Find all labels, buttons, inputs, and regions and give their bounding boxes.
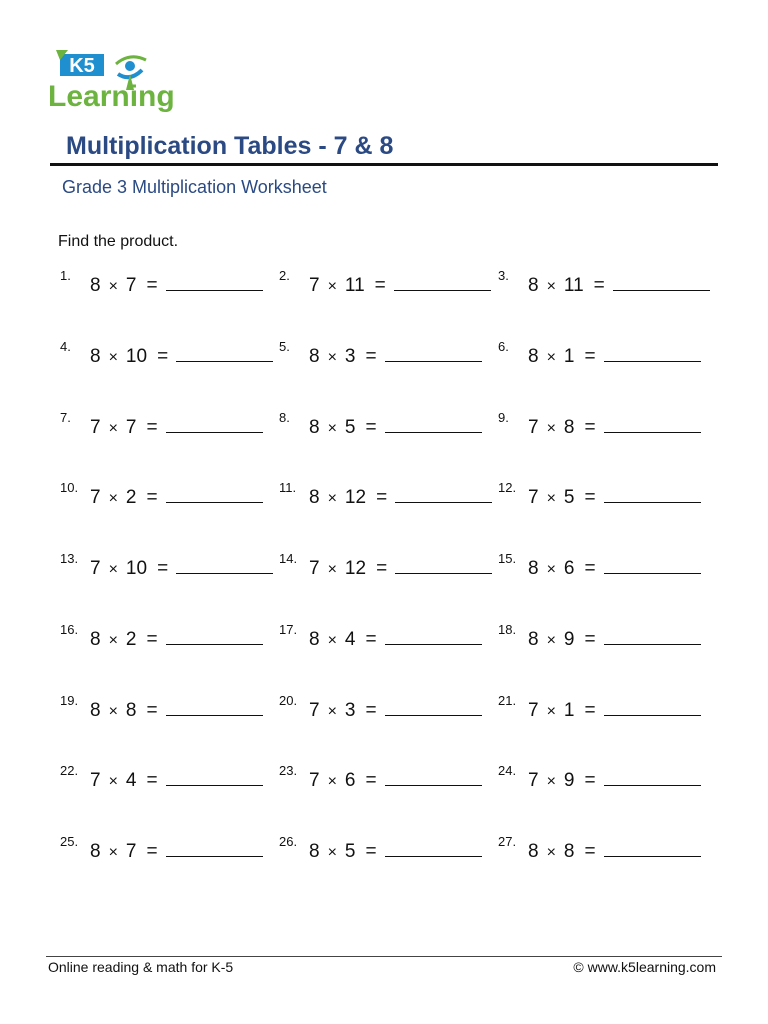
factor-b: 1 bbox=[563, 346, 575, 367]
factor-b: 3 bbox=[344, 700, 356, 721]
times-sign: × bbox=[108, 844, 118, 861]
factor-b: 5 bbox=[563, 487, 575, 508]
problem-equation bbox=[309, 343, 482, 369]
problem-item bbox=[279, 834, 494, 868]
equals-sign: = bbox=[146, 487, 158, 508]
factor-b: 5 bbox=[344, 841, 356, 862]
footer-tagline: Online reading & math for K-5 bbox=[48, 959, 234, 975]
equals-sign: = bbox=[584, 700, 596, 721]
problem-item bbox=[60, 834, 275, 868]
factor-b: 9 bbox=[563, 770, 575, 791]
answer-blank[interactable] bbox=[166, 272, 263, 291]
factor-a: 7 bbox=[528, 487, 539, 508]
problem-item bbox=[279, 551, 494, 585]
answer-blank[interactable] bbox=[604, 838, 701, 857]
factor-b: 7 bbox=[125, 417, 137, 438]
factor-a: 8 bbox=[528, 558, 539, 579]
answer-blank[interactable] bbox=[385, 838, 482, 857]
times-sign: × bbox=[546, 844, 556, 861]
problem-number: 6. bbox=[498, 339, 509, 354]
equals-sign: = bbox=[365, 346, 377, 367]
problem-item bbox=[279, 410, 494, 444]
problem-equation bbox=[90, 767, 263, 793]
times-sign: × bbox=[546, 490, 556, 507]
factor-b: 11 bbox=[344, 275, 365, 296]
instructions-text: Find the product. bbox=[58, 233, 179, 250]
equals-sign: = bbox=[376, 558, 388, 579]
problem-equation bbox=[309, 767, 482, 793]
factor-b: 10 bbox=[125, 346, 148, 367]
factor-b: 7 bbox=[125, 275, 137, 296]
problem-item bbox=[60, 410, 275, 444]
factor-a: 8 bbox=[90, 700, 101, 721]
equals-sign: = bbox=[365, 770, 377, 791]
factor-a: 8 bbox=[528, 346, 539, 367]
problem-equation bbox=[309, 414, 482, 440]
equals-sign: = bbox=[584, 346, 596, 367]
times-sign: × bbox=[327, 420, 337, 437]
factor-a: 8 bbox=[309, 841, 320, 862]
problem-item bbox=[60, 551, 275, 585]
problem-equation bbox=[309, 838, 482, 864]
problem-equation bbox=[90, 414, 263, 440]
problem-equation bbox=[90, 272, 263, 298]
factor-a: 8 bbox=[309, 417, 320, 438]
answer-blank[interactable] bbox=[604, 484, 701, 503]
equals-sign: = bbox=[584, 629, 596, 650]
problem-item bbox=[498, 268, 713, 302]
problem-number: 24. bbox=[498, 763, 517, 778]
problem-equation bbox=[90, 484, 263, 510]
equals-sign: = bbox=[146, 841, 158, 862]
factor-b: 11 bbox=[563, 275, 584, 296]
answer-blank[interactable] bbox=[604, 697, 701, 716]
equals-sign: = bbox=[584, 558, 596, 579]
problem-equation bbox=[528, 838, 701, 864]
problem-number: 3. bbox=[498, 268, 509, 283]
problem-number: 12. bbox=[498, 480, 517, 495]
problem-equation bbox=[90, 838, 263, 864]
footer-website: © www.k5learning.com bbox=[573, 959, 716, 975]
times-sign: × bbox=[546, 561, 556, 578]
problem-equation bbox=[90, 626, 263, 652]
factor-a: 8 bbox=[90, 629, 101, 650]
equals-sign: = bbox=[146, 275, 158, 296]
problem-equation bbox=[309, 272, 491, 298]
factor-b: 2 bbox=[125, 487, 137, 508]
factor-a: 7 bbox=[309, 558, 320, 579]
answer-blank[interactable] bbox=[604, 767, 701, 786]
equals-sign: = bbox=[146, 700, 158, 721]
answer-blank[interactable] bbox=[604, 555, 701, 574]
factor-b: 10 bbox=[125, 558, 148, 579]
equals-sign: = bbox=[365, 417, 377, 438]
equals-sign: = bbox=[146, 770, 158, 791]
answer-blank[interactable] bbox=[166, 767, 263, 786]
times-sign: × bbox=[108, 278, 118, 295]
times-sign: × bbox=[327, 703, 337, 720]
equals-sign: = bbox=[157, 558, 169, 579]
problem-number: 20. bbox=[279, 693, 298, 708]
factor-a: 7 bbox=[90, 770, 101, 791]
problem-number: 23. bbox=[279, 763, 298, 778]
answer-blank[interactable] bbox=[385, 626, 482, 645]
equals-sign: = bbox=[365, 629, 377, 650]
factor-a: 8 bbox=[309, 487, 320, 508]
problem-number: 18. bbox=[498, 622, 517, 637]
problem-number: 26. bbox=[279, 834, 298, 849]
times-sign: × bbox=[546, 632, 556, 649]
answer-blank[interactable] bbox=[176, 343, 273, 362]
factor-a: 7 bbox=[528, 417, 539, 438]
problem-item bbox=[279, 480, 494, 514]
problem-equation bbox=[90, 555, 273, 581]
times-sign: × bbox=[108, 349, 118, 366]
factor-b: 6 bbox=[563, 558, 575, 579]
answer-blank[interactable] bbox=[176, 555, 273, 574]
equals-sign: = bbox=[146, 629, 158, 650]
times-sign: × bbox=[108, 632, 118, 649]
problem-number: 5. bbox=[279, 339, 290, 354]
factor-a: 8 bbox=[309, 346, 320, 367]
problem-number: 21. bbox=[498, 693, 517, 708]
problem-equation bbox=[528, 697, 701, 723]
factor-b: 4 bbox=[344, 629, 356, 650]
equals-sign: = bbox=[593, 275, 605, 296]
answer-blank[interactable] bbox=[166, 838, 263, 857]
problem-equation bbox=[90, 697, 263, 723]
problem-number: 15. bbox=[498, 551, 517, 566]
factor-a: 7 bbox=[528, 770, 539, 791]
problem-number: 13. bbox=[60, 551, 79, 566]
problem-item bbox=[279, 339, 494, 373]
times-sign: × bbox=[327, 844, 337, 861]
problem-number: 2. bbox=[279, 268, 290, 283]
problem-item bbox=[498, 480, 713, 514]
factor-b: 1 bbox=[563, 700, 575, 721]
problem-item bbox=[60, 622, 275, 656]
factor-a: 8 bbox=[528, 275, 539, 296]
times-sign: × bbox=[546, 773, 556, 790]
problem-item bbox=[279, 693, 494, 727]
times-sign: × bbox=[108, 490, 118, 507]
problem-item bbox=[60, 763, 275, 797]
answer-blank[interactable] bbox=[395, 484, 492, 503]
logo-k5-text: K5 bbox=[69, 55, 95, 77]
answer-blank[interactable] bbox=[385, 697, 482, 716]
factor-a: 8 bbox=[90, 275, 101, 296]
problem-number: 19. bbox=[60, 693, 79, 708]
problem-number: 11. bbox=[279, 480, 297, 495]
factor-b: 8 bbox=[563, 417, 575, 438]
times-sign: × bbox=[327, 490, 337, 507]
factor-a: 7 bbox=[90, 417, 101, 438]
problem-equation bbox=[309, 626, 482, 652]
problem-equation bbox=[528, 272, 710, 298]
problem-equation bbox=[90, 343, 273, 369]
problem-number: 8. bbox=[279, 410, 290, 425]
factor-b: 2 bbox=[125, 629, 137, 650]
times-sign: × bbox=[546, 349, 556, 366]
problem-item bbox=[498, 339, 713, 373]
answer-blank[interactable] bbox=[385, 414, 482, 433]
problem-item bbox=[498, 410, 713, 444]
factor-b: 8 bbox=[563, 841, 575, 862]
answer-blank[interactable] bbox=[604, 414, 701, 433]
factor-b: 3 bbox=[344, 346, 356, 367]
problem-equation bbox=[528, 555, 701, 581]
times-sign: × bbox=[546, 703, 556, 720]
problem-equation bbox=[309, 697, 482, 723]
times-sign: × bbox=[546, 420, 556, 437]
equals-sign: = bbox=[376, 487, 388, 508]
factor-a: 8 bbox=[90, 841, 101, 862]
answer-blank[interactable] bbox=[166, 484, 263, 503]
answer-blank[interactable] bbox=[166, 414, 263, 433]
equals-sign: = bbox=[157, 346, 169, 367]
answer-blank[interactable] bbox=[385, 767, 482, 786]
answer-blank[interactable] bbox=[166, 697, 263, 716]
answer-blank[interactable] bbox=[395, 555, 492, 574]
equals-sign: = bbox=[365, 700, 377, 721]
problem-equation bbox=[528, 626, 701, 652]
factor-a: 7 bbox=[90, 558, 101, 579]
problem-equation bbox=[528, 767, 701, 793]
problem-equation bbox=[528, 484, 701, 510]
logo-learning-text: Learning bbox=[48, 80, 175, 113]
factor-b: 4 bbox=[125, 770, 137, 791]
factor-a: 7 bbox=[309, 700, 320, 721]
problem-equation bbox=[309, 484, 492, 510]
problem-number: 10. bbox=[60, 480, 79, 495]
times-sign: × bbox=[327, 773, 337, 790]
equals-sign: = bbox=[584, 417, 596, 438]
problem-number: 16. bbox=[60, 622, 79, 637]
problem-item bbox=[60, 339, 275, 373]
worksheet-subtitle: Grade 3 Multiplication Worksheet bbox=[62, 177, 327, 197]
factor-a: 7 bbox=[309, 275, 320, 296]
problem-equation bbox=[309, 555, 492, 581]
problem-number: 25. bbox=[60, 834, 79, 849]
problem-item bbox=[279, 622, 494, 656]
times-sign: × bbox=[108, 773, 118, 790]
problem-item bbox=[60, 693, 275, 727]
problem-item bbox=[498, 551, 713, 585]
footer-divider bbox=[46, 956, 722, 957]
factor-b: 8 bbox=[125, 700, 137, 721]
problem-number: 9. bbox=[498, 410, 509, 425]
problem-number: 27. bbox=[498, 834, 517, 849]
equals-sign: = bbox=[374, 275, 386, 296]
problem-item bbox=[498, 622, 713, 656]
times-sign: × bbox=[327, 278, 337, 295]
problem-number: 22. bbox=[60, 763, 79, 778]
problem-item bbox=[60, 268, 275, 302]
answer-blank[interactable] bbox=[385, 343, 482, 362]
times-sign: × bbox=[108, 420, 118, 437]
answer-blank[interactable] bbox=[613, 272, 710, 291]
problem-number: 1. bbox=[60, 268, 71, 283]
factor-b: 12 bbox=[344, 558, 367, 579]
factor-b: 6 bbox=[344, 770, 356, 791]
factor-a: 7 bbox=[90, 487, 101, 508]
problem-item bbox=[498, 693, 713, 727]
problem-item bbox=[60, 480, 275, 514]
problem-number: 4. bbox=[60, 339, 71, 354]
times-sign: × bbox=[546, 278, 556, 295]
problem-item bbox=[279, 763, 494, 797]
answer-blank[interactable] bbox=[166, 626, 263, 645]
factor-b: 9 bbox=[563, 629, 575, 650]
problem-number: 7. bbox=[60, 410, 71, 425]
times-sign: × bbox=[327, 561, 337, 578]
problem-equation bbox=[528, 343, 701, 369]
equals-sign: = bbox=[365, 841, 377, 862]
problem-item bbox=[279, 268, 494, 302]
times-sign: × bbox=[327, 349, 337, 366]
times-sign: × bbox=[108, 703, 118, 720]
answer-blank[interactable] bbox=[604, 343, 701, 362]
equals-sign: = bbox=[584, 487, 596, 508]
answer-blank[interactable] bbox=[394, 272, 491, 291]
factor-a: 8 bbox=[528, 629, 539, 650]
equals-sign: = bbox=[584, 770, 596, 791]
problem-number: 14. bbox=[279, 551, 298, 566]
factor-b: 5 bbox=[344, 417, 356, 438]
times-sign: × bbox=[108, 561, 118, 578]
problem-item bbox=[498, 834, 713, 868]
factor-b: 12 bbox=[344, 487, 367, 508]
factor-a: 7 bbox=[528, 700, 539, 721]
times-sign: × bbox=[327, 632, 337, 649]
problem-number: 17. bbox=[279, 622, 298, 637]
problem-item bbox=[498, 763, 713, 797]
equals-sign: = bbox=[146, 417, 158, 438]
equals-sign: = bbox=[584, 841, 596, 862]
factor-a: 8 bbox=[90, 346, 101, 367]
page-title: Multiplication Tables - 7 & 8 bbox=[66, 132, 394, 160]
factor-a: 8 bbox=[528, 841, 539, 862]
factor-b: 7 bbox=[125, 841, 137, 862]
answer-blank[interactable] bbox=[604, 626, 701, 645]
problem-equation bbox=[528, 414, 701, 440]
factor-a: 8 bbox=[309, 629, 320, 650]
factor-a: 7 bbox=[309, 770, 320, 791]
